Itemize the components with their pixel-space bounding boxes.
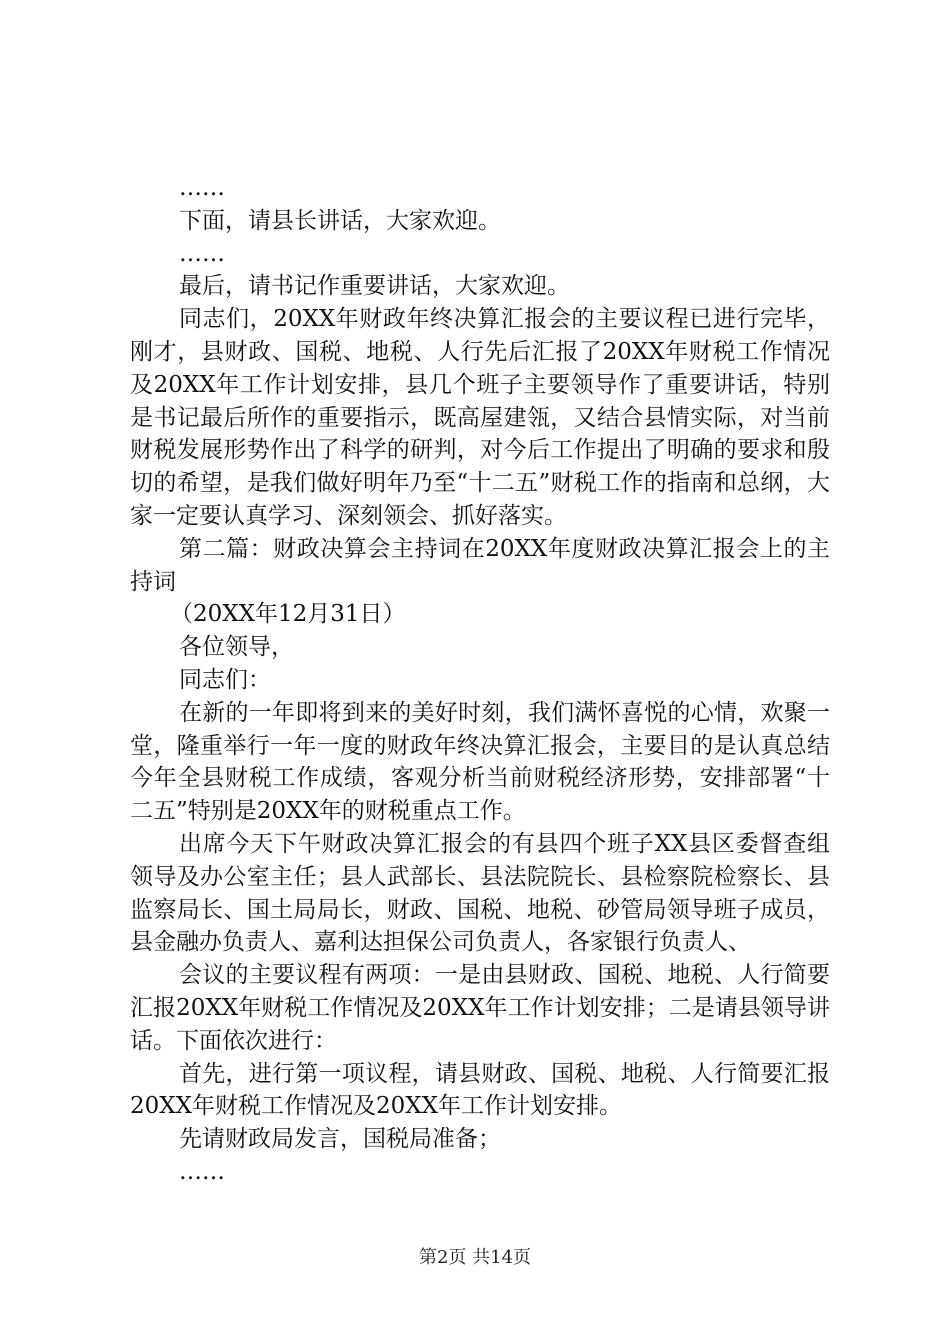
paragraph: 最后，请书记作重要讲话，大家欢迎。: [179, 273, 570, 300]
paragraph: 先请财政局发言，国税局准备；: [179, 1126, 501, 1153]
paragraph: 首先，进行第一项议程，请县财政、国税、地税、人行简要汇报20XX年财税工作情况及20XX年工作计划安排。: [130, 1060, 830, 1120]
page-number-label: 第2页 共14页: [418, 1247, 532, 1268]
document-body: [130, 172, 830, 1189]
ellipsis-line: ……: [179, 175, 225, 201]
ellipsis-line: ……: [179, 1158, 225, 1185]
ellipsis-line: ……: [179, 240, 225, 267]
paragraph: 同志们，20XX年财政年终决算汇报会的主要议程已进行完毕，刚才，县财政、国税、地税、人行先后汇报了20XX年财税工作情况及20XX年工作计划安排，县几个班子主要领导作了重要讲话，特别是书记最后所作的重要指示，既高屋建瓴，又结合县情实际，对当前财税发展形势作出了科学的研判，对今后工作提出了明确的要求和殷切的希望，是我们做好明年乃至“十二五”财税工作的指南和总纲，大家一定要认真学习、深刻领会、抓好落实。: [130, 306, 830, 529]
salutation: 同志们：: [179, 666, 271, 693]
section-heading: 第二篇：财政决算会主持词在20XX年度财政决算汇报会上的主持词: [130, 535, 830, 595]
date-line: （20XX年12月31日）: [170, 601, 406, 628]
paragraph: 会议的主要议程有两项：一是由县财政、国税、地税、人行简要汇报20XX年财税工作情况及20XX年工作计划安排；二是请县领导讲话。下面依次进行：: [130, 962, 830, 1054]
paragraph: 下面，请县长讲话，大家欢迎。: [179, 207, 501, 234]
paragraph: 出席今天下午财政决算汇报会的有县四个班子XX县区委督查组领导及办公室主任；县人武部长、县法院院长、县检察院检察长、县监察局长、国土局局长，财政、国税、地税、砂管局领导班子成员，县金融办负责人、嘉利达担保公司负责人，各家银行负责人、: [130, 830, 830, 956]
paragraph: 在新的一年即将到来的美好时刻，我们满怀喜悦的心情，欢聚一堂，隆重举行一年一度的财政年终决算汇报会，主要目的是认真总结今年全县财税工作成绩，客观分析当前财税经济形势，安排部署“十二五”特别是20XX年的财税重点工作。: [130, 699, 830, 825]
page-footer: [0, 1243, 950, 1269]
salutation: 各位领导，: [179, 634, 294, 661]
